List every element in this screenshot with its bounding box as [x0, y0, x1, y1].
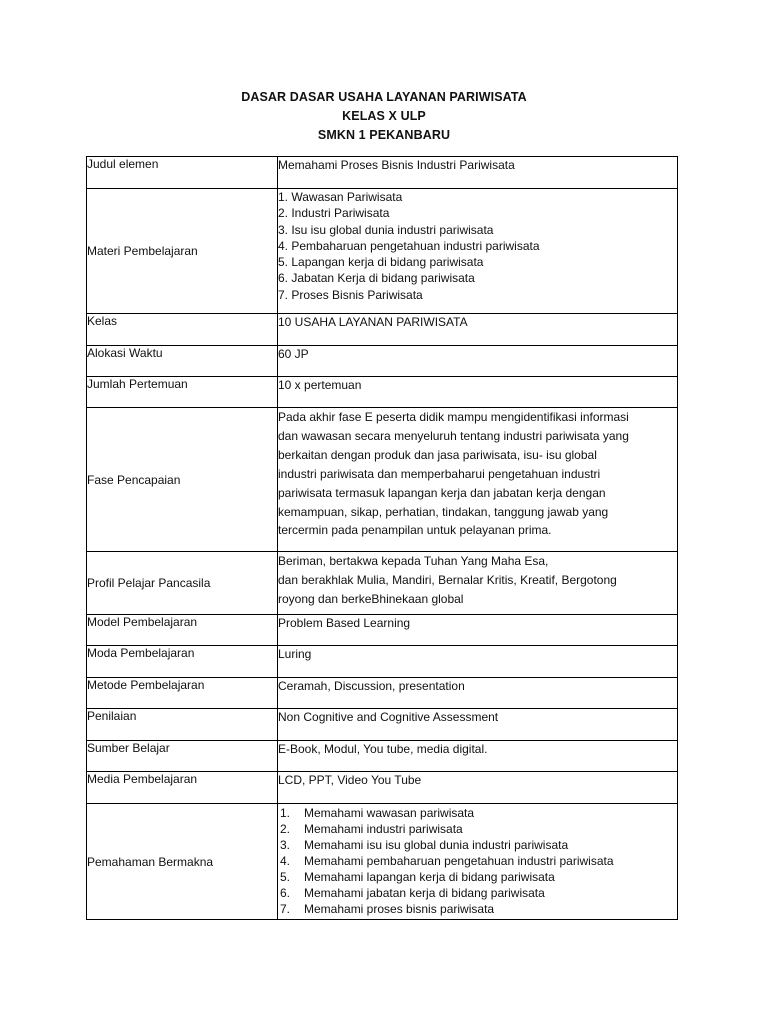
value-metode-pembelajaran: Ceramah, Discussion, presentation	[278, 678, 678, 709]
label-penilaian: Penilaian	[87, 709, 278, 741]
label-jumlah-pertemuan: Jumlah Pertemuan	[87, 377, 278, 408]
row-judul-elemen	[87, 157, 678, 189]
list-item: 7. Memahami proses bisnis pariwisata	[280, 902, 495, 916]
materi-item: 5. Lapangan kerja di bidang pariwisata	[278, 255, 484, 270]
list-item: 2. Memahami industri pariwisata	[280, 822, 463, 836]
value-media-pembelajaran: LCD, PPT, Video You Tube	[278, 772, 678, 804]
document-header	[0, 88, 768, 145]
value-sumber-belajar: E-Book, Modul, You tube, media digital.	[278, 741, 678, 772]
list-item: 3. Memahami isu isu global dunia industri pariwisata	[280, 838, 569, 852]
row-model-pembelajaran	[87, 615, 678, 646]
lesson-plan-table	[86, 156, 678, 920]
row-profil-pelajar-pancasila	[87, 552, 678, 615]
materi-item: 6. Jabatan Kerja di bidang pariwisata	[278, 271, 475, 286]
value-profil-pelajar-pancasila	[278, 552, 678, 615]
value-materi-pembelajaran	[278, 189, 678, 314]
school-title: SMKN 1 PEKANBARU	[317, 128, 451, 142]
materi-item: 7. Proses Bisnis Pariwisata	[278, 287, 423, 302]
materi-item: 3. Isu isu global dunia industri pariwisata	[278, 222, 494, 237]
value-model-pembelajaran: Problem Based Learning	[278, 615, 678, 646]
label-media-pembelajaran: Media Pembelajaran	[87, 772, 278, 804]
profil-line: dan berakhlak Mulia, Mandiri, Bernalar Kritis, Kreatif, Bergotong	[278, 572, 617, 587]
label-fase-pencapaian: Fase Pencapaian	[87, 408, 278, 552]
row-metode-pembelajaran	[87, 678, 678, 709]
row-materi-pembelajaran	[87, 189, 678, 314]
label-metode-pembelajaran: Metode Pembelajaran	[87, 678, 278, 709]
profil-line: royong dan berkeBhinekaan global	[278, 591, 464, 606]
label-moda-pembelajaran: Moda Pembelajaran	[87, 646, 278, 678]
row-media-pembelajaran	[87, 772, 678, 804]
fase-line: berkaitan dengan produk dan jasa pariwisata, isu- isu global	[278, 447, 597, 462]
label-sumber-belajar: Sumber Belajar	[87, 741, 278, 772]
value-pemahaman-bermakna	[278, 804, 678, 920]
row-jumlah-pertemuan	[87, 377, 678, 408]
materi-item: 2. Industri Pariwisata	[278, 206, 390, 221]
label-model-pembelajaran: Model Pembelajaran	[87, 615, 278, 646]
value-fase-pencapaian	[278, 408, 678, 552]
value-penilaian: Non Cognitive and Cognitive Assessment	[278, 709, 678, 741]
row-fase-pencapaian	[87, 408, 678, 552]
list-item: 5. Memahami lapangan kerja di bidang pariwisata	[280, 870, 555, 884]
fase-line: Pada akhir fase E peserta didik mampu mengidentifikasi informasi	[278, 410, 629, 424]
profil-line: Beriman, bertakwa kepada Tuhan Yang Maha Esa,	[278, 554, 549, 568]
value-jumlah-pertemuan: 10 x pertemuan	[278, 377, 678, 408]
value-kelas: 10 USAHA LAYANAN PARIWISATA	[278, 314, 678, 346]
label-judul-elemen: Judul elemen	[87, 157, 278, 189]
fase-line: industri pariwisata dan memperbaharui pengetahuan industri	[278, 466, 601, 481]
label-profil-pelajar-pancasila: Profil Pelajar Pancasila	[87, 552, 278, 615]
value-moda-pembelajaran: Luring	[278, 646, 678, 678]
value-alokasi-waktu: 60 JP	[278, 346, 678, 377]
fase-line: kemampuan, sikap, perhatian, tindakan, tanggung jawab yang	[278, 504, 609, 519]
fase-line: tercermin pada penampilan untuk pelayanan prima.	[278, 523, 552, 538]
row-alokasi-waktu	[87, 346, 678, 377]
fase-line: pariwisata termasuk lapangan kerja dan jabatan kerja dengan	[278, 485, 606, 500]
label-materi-pembelajaran: Materi Pembelajaran	[87, 189, 278, 314]
row-sumber-belajar	[87, 741, 678, 772]
materi-item: 1. Wawasan Pariwisata	[278, 190, 403, 204]
pemahaman-list	[278, 805, 677, 917]
value-judul-elemen: Memahami Proses Bisnis Industri Pariwisata	[278, 157, 678, 189]
list-item: 6. Memahami jabatan kerja di bidang pariwisata	[280, 886, 545, 900]
class-title: KELAS X ULP	[342, 109, 426, 123]
list-item: 1. Memahami wawasan pariwisata	[280, 806, 475, 820]
subject-title: DASAR DASAR USAHA LAYANAN PARIWISATA	[241, 90, 527, 104]
list-item: 4. Memahami pembaharuan pengetahuan industri pariwisata	[280, 854, 614, 868]
row-moda-pembelajaran	[87, 646, 678, 678]
row-pemahaman-bermakna	[87, 804, 678, 920]
row-kelas	[87, 314, 678, 346]
label-pemahaman-bermakna: Pemahaman Bermakna	[87, 804, 278, 920]
label-alokasi-waktu: Alokasi Waktu	[87, 346, 278, 377]
label-kelas: Kelas	[87, 314, 278, 346]
materi-item: 4. Pembaharuan pengetahuan industri pariwisata	[278, 238, 540, 253]
fase-line: dan wawasan secara menyeluruh tentang industri pariwisata yang	[278, 428, 629, 443]
row-penilaian	[87, 709, 678, 741]
